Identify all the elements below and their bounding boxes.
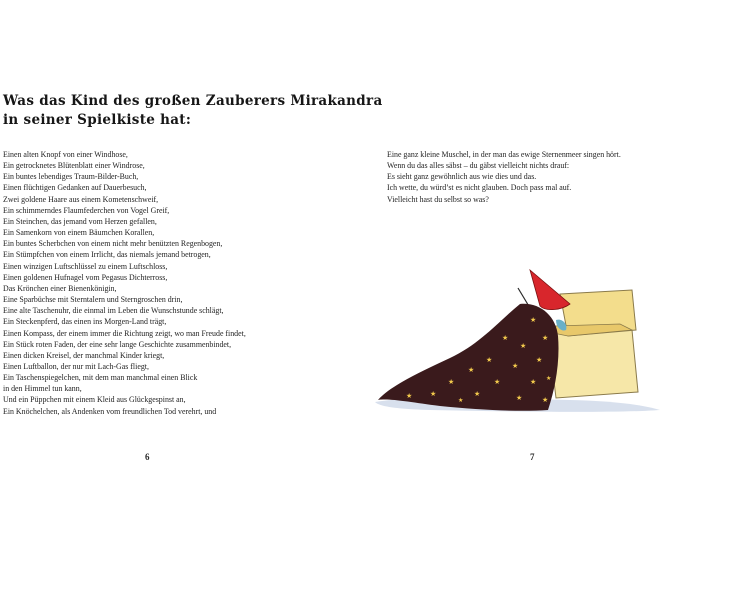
poem-line: Einen alten Knopf von einer Windhose, <box>3 150 128 159</box>
svg-text:★: ★ <box>520 342 527 350</box>
svg-text:★: ★ <box>512 362 519 370</box>
poem-line: in den Himmel tun kann, <box>3 384 82 394</box>
svg-text:★: ★ <box>494 378 501 386</box>
poem-line: Wenn du das alles säbst – du gäbst vielleicht nichts drauf: <box>387 161 570 171</box>
poem-line: Zwei goldene Haare aus einem Kometenschweif, <box>3 194 159 204</box>
poem-line: Ein Stück roten Faden, der eine sehr lange Geschichte zusammenbindet, <box>3 339 232 349</box>
svg-text:★: ★ <box>468 366 475 374</box>
poem-line: Ein Stümpfchen von einem Irrlicht, das niemals jemand betrogen, <box>3 250 211 260</box>
svg-text:★: ★ <box>430 390 437 398</box>
title-line: Was das Kind des großen Zauberers Mirakandra <box>3 93 383 109</box>
poem-line: Es sieht ganz gewöhnlich aus wie dies und das. <box>387 172 537 182</box>
svg-text:★: ★ <box>448 378 455 386</box>
poem-line: Das Krönchen einer Bienenkönigin, <box>3 283 117 293</box>
poem-line: Einen Luftballon, der nur mit Lach-Gas fliegt, <box>3 361 149 371</box>
chest-body <box>548 330 638 398</box>
poem-line: Ein buntes Scherbchen von einem nicht mehr benützten Regenbogen, <box>3 239 223 249</box>
svg-text:★: ★ <box>530 316 537 324</box>
poem-line: Ein getrocknetes Blütenblatt einer Windrose, <box>3 161 145 171</box>
title-line: in seiner Spielkiste hat: <box>3 112 192 128</box>
poem-line: Ein schimmerndes Flaumfederchen von Vogel Greif, <box>3 205 170 215</box>
poem-line: Eine Sparbüchse mit Sterntalern und Sterngroschen drin, <box>3 295 183 305</box>
poem-line: Einen dicken Kreisel, der manchmal Kinder kriegt, <box>3 350 165 360</box>
wizard-child-chest-illustration <box>370 260 670 420</box>
poem-line: Ein Knöchelchen, als Andenken vom freundlichen Tod verehrt, und <box>3 406 217 416</box>
page-number-right: 7 <box>530 452 535 462</box>
poem-line: Ein buntes lebendiges Traum-Bilder-Buch, <box>3 172 139 182</box>
svg-text:★: ★ <box>546 375 552 382</box>
svg-text:★: ★ <box>486 356 493 364</box>
wizard-hat <box>530 270 570 310</box>
poem-line: Einen goldenen Hufnagel vom Pegasus Dichterross, <box>3 272 168 282</box>
poem-line: Einen Kompass, der einem immer die Richtung zeigt, wo man Freude findet, <box>3 328 246 338</box>
poem-line: Ein Steckenpferd, das einen ins Morgen-Land trägt, <box>3 317 167 327</box>
poem-line: Einen winzigen Luftschlüssel zu einem Luftschloss, <box>3 261 168 271</box>
svg-text:★: ★ <box>542 396 549 404</box>
poem-title <box>3 92 383 130</box>
svg-text:★: ★ <box>458 397 464 404</box>
page-number-left: 6 <box>145 452 150 462</box>
svg-text:★: ★ <box>516 394 523 402</box>
poem-line: Vielleicht hast du selbst so was? <box>387 194 489 204</box>
poem-line: Ein Steinchen, das jemand vom Herzen gefallen, <box>3 216 157 226</box>
poem-line: Eine ganz kleine Muschel, in der man das ewige Sternenmeer singen hört. <box>387 150 621 159</box>
poem-line: Ein Taschenspiegelchen, mit dem man manchmal einen Blick <box>3 373 198 383</box>
svg-text:★: ★ <box>474 390 481 398</box>
svg-text:★: ★ <box>536 356 543 364</box>
svg-text:★: ★ <box>502 334 509 342</box>
svg-text:★: ★ <box>406 392 413 400</box>
poem-line: Eine alte Taschenuhr, die einmal im Leben die Wunschstunde schlägt, <box>3 306 224 316</box>
right-poem-column <box>387 149 717 205</box>
left-poem-column <box>3 149 363 417</box>
poem-line: Ich wette, du würd’st es nicht glauben. Doch pass mal auf. <box>387 183 572 193</box>
poem-line: Und ein Püppchen mit einem Kleid aus Glückgespinst an, <box>3 395 186 405</box>
poem-line: Einen flüchtigen Gedanken auf Dauerbesuch, <box>3 183 147 193</box>
poem-line: Ein Samenkorn von einem Bäumchen Korallen, <box>3 228 155 238</box>
svg-text:★: ★ <box>542 334 549 342</box>
svg-text:★: ★ <box>530 378 537 386</box>
